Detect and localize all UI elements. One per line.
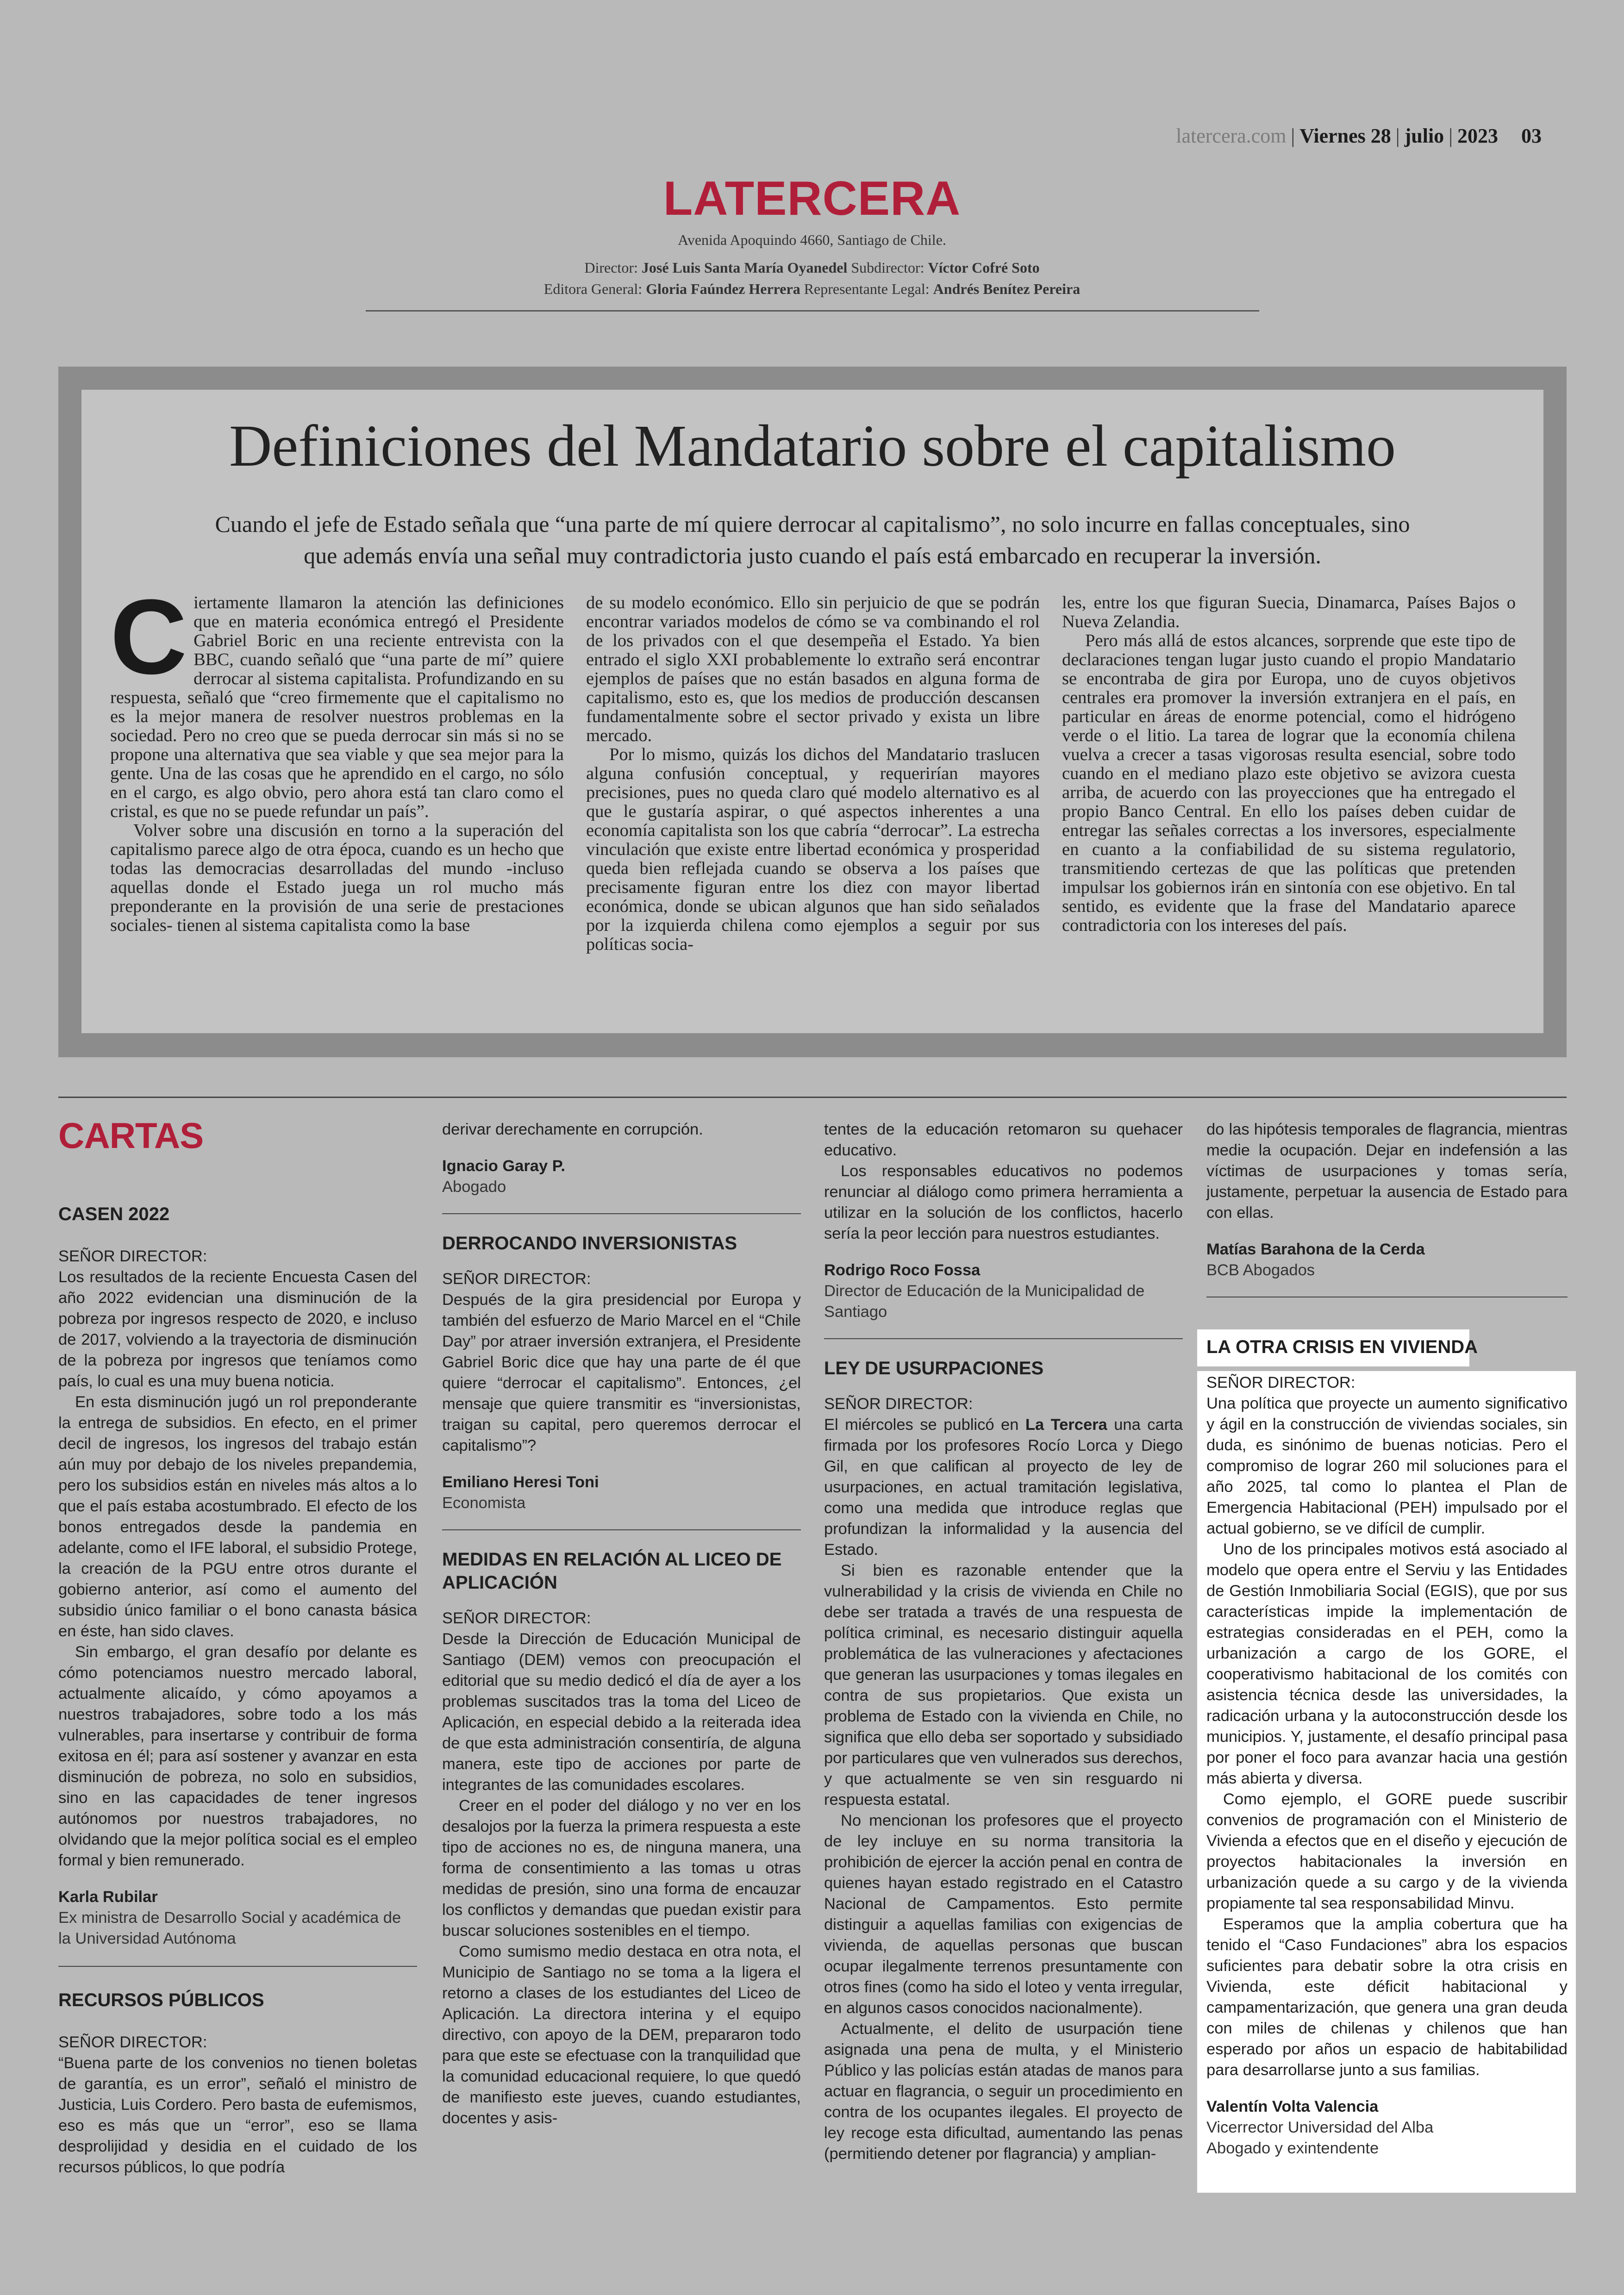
drop-cap: C bbox=[110, 577, 187, 696]
letter-casen bbox=[58, 1203, 417, 1967]
editorial-subtitle: Cuando el jefe de Estado señala que “una parte de mí quiere derrocar al capitalismo”, no solo incurre en fallas conceptuales, sino que además envía una señal muy contradictoria justo cuando el país está embarcado en recuperar la inversión. bbox=[215, 511, 1410, 568]
letter-heading: LA OTRA CRISIS EN VIVIENDA bbox=[1206, 1337, 1478, 1357]
letter-heading: RECURSOS PÚBLICOS bbox=[58, 1990, 264, 2010]
page-dateline: latercera.com | Viernes 28 | julio | 2023 03 bbox=[1176, 125, 1542, 147]
letter-body: Después de la gira presidencial por Europa y también del esfuerzo de Mario Marcel en el “Chile Day” por atraer inversión extranjera, el Presidente Gabriel Boric dice que hay una parte de él que quiere “derrocar el capitalismo”. Entonces, ¿el mensaje que quiere transmitir es “inversionistas, traigan su capital, pero queremos derrocar el capitalismo”? bbox=[442, 1291, 801, 1454]
letter-signer-role: Abogado y exintendente bbox=[1206, 2139, 1379, 2157]
letter-signer-role: BCB Abogados bbox=[1206, 1261, 1315, 1279]
brand-name: La Tercera bbox=[1025, 1416, 1107, 1434]
letter-usurpaciones-continued: do las hipótesis temporales de flagrancia, mientras medie la ocupación. Dejar en indefensión a las víctimas de usurpaciones y tomas sería, justamente, perpetuar la ausencia de Estado para con ellas. Matías Barahona de la Cerda BCB Abogados bbox=[1206, 1119, 1568, 1297]
letter-salutation: SEÑOR DIRECTOR: bbox=[442, 1609, 591, 1627]
letter-salutation: SEÑOR DIRECTOR: bbox=[58, 1247, 207, 1265]
date-month: julio bbox=[1404, 125, 1444, 147]
letter-signature: Rodrigo Roco Fossa bbox=[824, 1261, 981, 1279]
letter-salutation: SEÑOR DIRECTOR: bbox=[824, 1395, 973, 1413]
letter-signer-role: Director de Educación de la Municipalidad de Santiago bbox=[824, 1282, 1145, 1321]
masthead-editors: Editora General: Gloria Faúndez Herrera Representante Legal: Andrés Benítez Pereira bbox=[543, 281, 1081, 297]
masthead-address: Avenida Apoquindo 4660, Santiago de Chile. bbox=[678, 231, 946, 248]
editorial-column-1: Ciertamente llamaron la atención las definiciones que en materia económica entregó el Presidente Gabriel Boric en una reciente entrevista con la BBC, cuando señaló que “una parte de mí” quiere derrocar al sistema capitalista. Profundizando en su respuesta, señaló que “creo firmemente que el capitalismo no es la mejor manera de resolver nuestros problemas en la sociedad. Pero no creo que se pueda derrocar sin más si no se propone una alternativa que sea viable y que sea mejor para la gente. Una de las cosas que he aprendido en el cargo, no sólo en el cargo, es algo obvio, pero ahora está tan claro como el cristal, es que no se puede refundar un país”. Volver sobre una discusión en torno a la superación del capitalismo parece algo de otra época, cuando es un hecho que todas las democracias desarrolladas del mundo -incluso aquellas donde el Estado juega un rol mucho más preponderante en la provisión de una serie de prestaciones sociales- tienen al sistema capitalista como la base bbox=[110, 577, 564, 935]
editorial-title: Definiciones del Mandatario sobre el capitalismo bbox=[229, 413, 1396, 479]
letter-body: Desde la Dirección de Educación Municipal de Santiago (DEM) vemos con preocupación el editorial que su medio dedicó el día de ayer a los problemas suscitados tras la toma del Liceo de Aplicación, en especial debido a la reiterada idea de que esta administración consentiría, de alguna manera, este tipo de acciones por parte de integrantes de las comunidades escolares. Creer en el poder del diálogo y no ver en los desalojos por la fuerza la primera respuesta a este tipo de acciones no es, de ninguna manera, una forma de consentimiento a las tomas u otras medidas de presión, sino una forma de encauzar los conflictos y demandas que puedan existir para buscar soluciones sostenibles en el tiempo. Como sumismo medio destaca en otra nota, el Municipio de Santiago no se toma a la ligera el retorno a clases de los estudiantes del Liceo de Aplicación. La directora interina y el equipo directivo, con apoyo de la DEM, prepararon todo para que este se efectuase con la tranquilidad que la comunidad educacional requiere, lo que quedó de manifiesto este jueves, cuando estudiantes, docentes y asis- bbox=[442, 1630, 801, 2127]
letter-salutation: SEÑOR DIRECTOR: bbox=[442, 1270, 591, 1288]
editorial-column-3: les, entre los que figuran Suecia, Dinamarca, Países Bajos o Nueva Zelandia. Pero más allá de estos alcances, sorprende que este tipo de declaraciones tengan lugar justo cuando el propio Mandatario se encontraba de gira por Europa, uno de cuyos objetivos centrales era promover la inversión extranjera en el país, en particular en áreas de enorme potencial, como el hidrógeno verde o el litio. La tarea de lograr que la economía chilena vuelva a crecer a tasas vigorosas resulta esencial, sobre todo cuando en el mediano plazo este objetivo se avizora cuesta arriba, de acuerdo con las proyecciones que ha entregado el propio Banco Central. En ello los países deben cuidar de entregar las señales correctas a los inversores, especialmente en cuanto a la confiabilidad de su sistema regulatorio, transmitiendo certezas de que las políticas que pretenden impulsar los gobiernos irán en sintonía con ese objetivo. En tal sentido, es evidente que la frase del Mandatario aparece contradictoria con los intereses del país. bbox=[1062, 593, 1516, 935]
cartas-divider bbox=[58, 1097, 1567, 1098]
letter-salutation: SEÑOR DIRECTOR: bbox=[58, 2033, 207, 2051]
newspaper-logo: LATERCERA bbox=[663, 172, 961, 225]
cartas-section-title: CARTAS bbox=[58, 1115, 204, 1156]
letter-signature: Emiliano Heresi Toni bbox=[442, 1473, 599, 1491]
letter-recursos-continued: derivar derechamente en corrupción. Ignacio Garay P. Abogado DERROCANDO INVERSIONISTAS SEÑOR DIRECTOR: Después de la gira presidencial por Europa y también del esfuerzo de Mario Marcel en el “Chile Day” por atraer inversión extranjera, el Presidente Gabriel Boric dice que hay una parte de él que quiere “derrocar el capitalismo”. Entonces, ¿el mensaje que quiere transmitir es “inversionistas, traigan su capital, pero queremos derrocar el capitalismo”? Emiliano Heresi Toni Economista MEDIDAS EN RELACIÓN AL LICEO DE APLICACIÓN SEÑOR DIRECTOR: Desde la Dirección de Educación Municipal de Santiago (DEM) vemos con preocupación el editorial que su medio dedicó el día de ayer a los problemas suscitados tras la toma del Liceo de Aplicación, en especial debido a la reiterada idea de que esta administración consentiría, de alguna manera, este tipo de acciones por parte de integrantes de las comunidades escolares. Creer en el poder del diálogo y no ver en los desalojos por la fuerza la primera respuesta a este tipo de acciones no es, de ninguna manera, una forma de consentimiento a las tomas u otras medidas de presión, sino una forma de encauzar los conflictos y demandas que puedan existir para buscar soluciones sostenibles en el tiempo. Como sumismo medio destaca en otra nota, el Municipio de Santiago no se toma a la ligera el retorno a clases de los estudiantes del Liceo de Aplicación. La directora interina y el equipo directivo, con apoyo de la DEM, prepararon todo para que este se efectuase con la tranquilidad que la comunidad educacional requiere, lo que quedó de manifiesto este jueves, cuando estudiantes, docentes y asis- bbox=[442, 1119, 801, 2129]
letter-body: Una política que proyecte un aumento significativo y ágil en la construcción de viviendas sociales, sin duda, es sinónimo de buenas noticias. Pero el compromiso de lograr 260 mil soluciones para el año 2025, tal como lo plantea el Plan de Emergencia Habitacional (PEH) impulsado por el actual gobierno, se ve difícil de cumplir. Uno de los principales motivos está asociado al modelo que opera entre el Serviu y las Entidades de Gestión Inmobiliaria Social (EGIS), que por sus características impide la implementación de estrategias consideradas en el PEH, como la urbanización a cargo de los GORE, el cooperativismo habitacional de los comités con asistencia técnica desde las universidades, la radicación urbana y la autoconstrucción desde los municipios. Y, justamente, el desafío principal pasa por poner el foco para avanzar hacia una gestión más abierta y diversa. Como ejemplo, el GORE puede suscribir convenios de programación con el Ministerio de Vivienda a efectos que en el diseño y ejecución de proyectos habitacionales la inversión en urbanización quede a su cargo y de la vivienda propiamente tal sea responsabilidad Minvu. Esperamos que la amplia cobertura que ha tenido el “Caso Fundaciones” abra los espacios suficientes para debatir sobre la otra crisis en Vivienda, este déficit habitacional y campamentarización, que genera una gran deuda con miles de chilenas y chilenos que han esperado por años un espacio de habitabilidad para desarrollarse junto a sus familias. bbox=[1206, 1395, 1568, 2079]
letter-signer-role: Economista bbox=[442, 1494, 526, 1512]
letter-body: Los resultados de la reciente Encuesta Casen del año 2022 evidencian una disminución de la pobreza por ingresos respecto de 2020, e incluso de 2017, volviendo a la trayectoria de disminución de la pobreza por ingresos que teníamos como país, lo cual es una muy buena noticia. En esta disminución jugó un rol preponderante la entrega de subsidios. En efecto, en el primer decil de ingresos, los ingresos del trabajo están aún muy por debajo de los niveles prepandemia, pero los subsidios están en niveles más altos a lo que el país estaba acostumbrado. El efecto de los bonos entregados desde la pandemia en adelante, como el IFE laboral, el subsidio Protege, la creación de la PGU entre otros durante el gobierno anterior, así como el aumento del subsidio único familiar o el bono canasta básica en éste, han sido claves. Sin embargo, el gran desafío por delante es cómo potenciamos nuestro mercado laboral, actualmente alicaído, y cómo apoyamos a nuestros trabajadores, sobre todo a los más vulnerables, para insertarse y contribuir de forma exitosa en él; para así sostener y avanzar en esta disminución de pobreza, no solo en subsidios, sino en las capacidades de tener ingresos autónomos por nuestros trabajadores, no olvidando que la mejor política social es el empleo formal y bien remunerado. bbox=[58, 1268, 417, 1869]
letter-signer-role: Abogado bbox=[442, 1178, 506, 1196]
masthead-divider bbox=[366, 310, 1259, 312]
letter-body: El miércoles se publicó en La Tercera una carta firmada por los profesores Rocío Lorca y Diego Gil, en que califican al proyecto de ley de usurpaciones, en actual tramitación legislativa, como una medida que introduce reglas que profundizan la informalidad y la ausencia del Estado. Si bien es razonable entender que la vulnerabilidad y la crisis de vivienda en Chile no debe ser tratada a través de una respuesta de política criminal, es necesario distinguir aquella problemática de las vulneraciones y afectaciones que generan las usurpaciones y tomas ilegales en contra de sus propietarios. Que exista un problema de Estado con la vivienda en Chile, no significa que ello deba ser soportado y subsidiado por particulares que ven vulnerados sus derechos, y que actualmente se ven sin resguardo ni respuesta estatal. No mencionan los profesores que el proyecto de ley incluye en su norma transitoria la prohibición de ejercer la acción penal en contra de quienes hayan estado registrado en el Catastro Nacional de Campamentos. Esto permite distinguir a aquellas familias con exigencias de vivienda, de aquellas personas que buscan ocupar ilegalmente terrenos presuntamente con otros fines (como ha sido el loteo y venta irregular, en algunos casos conocidos nacionalmente). Actualmente, el delito de usurpación tiene asignada una pena de multa, y el Ministerio Público y las policías están atadas de manos para actuar en flagrancia, o seguir un procedimiento en contra de los ocupantes ilegales. El proyecto de ley recoge esta dificultad, aumentando las penas (permitiendo detener por flagrancia) y amplian- bbox=[824, 1416, 1183, 2163]
letter-divider bbox=[58, 1966, 417, 1967]
letter-heading: MEDIDAS EN RELACIÓN AL LICEO DE APLICACIÓN bbox=[442, 1549, 782, 1593]
letter-signature: Karla Rubilar bbox=[58, 1888, 158, 1906]
masthead-directors: Director: José Luis Santa María Oyanedel Subdirector: Víctor Cofré Soto bbox=[584, 259, 1040, 276]
date-day: Viernes 28 bbox=[1299, 125, 1391, 147]
letter-signature: Ignacio Garay P. bbox=[442, 1157, 565, 1175]
site-url[interactable]: latercera.com bbox=[1176, 125, 1287, 147]
letter-recursos bbox=[58, 1989, 417, 2178]
letter-salutation: SEÑOR DIRECTOR: bbox=[1206, 1374, 1355, 1391]
letter-heading: CASEN 2022 bbox=[58, 1204, 170, 1224]
letter-heading: LEY DE USURPACIONES bbox=[824, 1358, 1044, 1378]
editorial-column-2: de su modelo económico. Ello sin perjuicio de que se podrán encontrar variados modelos de cómo se va combinando el rol de los privados con el que desempeña el Estado. Ya bien entrado el siglo XXI probablemente lo extraño será encontrar ejemplos de países que no están basados en alguna forma de capitalismo, esto es, que los medios de producción descansen fundamentalmente sobre el sector privado y exista un libre mercado. Por lo mismo, quizás los dichos del Mandatario traslucen alguna confusión conceptual, y requerirían mayores precisiones, pues no queda claro qué modelo alternativo es al que le gustaría aspirar, o qué aspectos inherentes a una economía capitalista son los que cabría “derrocar”. La estrecha vinculación que existe entre libertad económica y prosperidad queda bien reflejada cuando se observa a los países que precisamente figuran entre los diez con mayor libertad económica, donde se ubican algunos que han sido señalados por la izquierda chilena como ejemplos a seguir por sus políticas socia- bbox=[586, 593, 1040, 954]
letter-vivienda bbox=[1206, 1335, 1568, 2159]
letter-signer-role: Ex ministra de Desarrollo Social y académica de la Universidad Autónoma bbox=[58, 1909, 401, 1947]
letter-signer-role: Vicerrector Universidad del Alba bbox=[1206, 2119, 1434, 2136]
letter-liceo-continued: tentes de la educación retomaron su quehacer educativo. Los responsables educativos no podemos renunciar al diálogo como primera herramienta a utilizar en la solución de los conflictos, hacerlo sería la peor lección para nuestros estudiantes. Rodrigo Roco Fossa Director de Educación de la Municipalidad de Santiago LEY DE USURPACIONES SEÑOR DIRECTOR: El miércoles se publicó en La Tercera una carta firmada por los profesores Rocío Lorca y Diego Gil, en que califican al proyecto de ley de usurpaciones, en actual tramitación legislativa, como una medida que introduce reglas que profundizan la informalidad y la ausencia del Estado. Si bien es razonable entender que la vulnerabilidad y la crisis de vivienda en Chile no debe ser tratada a través de una respuesta de política criminal, es necesario distinguir aquella problemática de las vulneraciones y afectaciones que generan las usurpaciones y tomas ilegales en contra de sus propietarios. Que exista un problema de Estado con la vivienda en Chile, no significa que ello deba ser soportado y subsidiado por particulares que ven vulnerados sus derechos, y que actualmente se ven sin resguardo ni respuesta estatal. No mencionan los profesores que el proyecto de ley incluye en su norma transitoria la prohibición de ejercer la acción penal en contra de quienes hayan estado registrado en el Catastro Nacional de Campamentos. Esto permite distinguir a aquellas familias con exigencias de vivienda, de aquellas personas que buscan ocupar ilegalmente terrenos presuntamente con otros fines (como ha sido el loteo y venta irregular, en algunos casos conocidos nacionalmente). Actualmente, el delito de usurpación tiene asignada una pena de multa, y el Ministerio Público y las policías están atadas de manos para actuar en flagrancia, o seguir un procedimiento en contra de los ocupantes ilegales. El proyecto de ley recoge esta dificultad, aumentando las penas (permitiendo detener por flagrancia) y amplian- bbox=[824, 1119, 1183, 2164]
letter-signature: Valentín Volta Valencia bbox=[1206, 2098, 1379, 2115]
letter-signature: Matías Barahona de la Cerda bbox=[1206, 1241, 1425, 1258]
letter-body: “Buena parte de los convenios no tienen boletas de garantía, es un error”, señaló el ministro de Justicia, Luis Cordero. Pero basta de eufemismos, eso es más que un “error”, eso se llama desprolijidad y desidia en el cuidado de los recursos públicos, lo que podría bbox=[58, 2054, 417, 2176]
letter-heading: DERROCANDO INVERSIONISTAS bbox=[442, 1233, 737, 1254]
date-year: 2023 bbox=[1457, 125, 1498, 147]
page-number: 03 bbox=[1521, 125, 1542, 147]
